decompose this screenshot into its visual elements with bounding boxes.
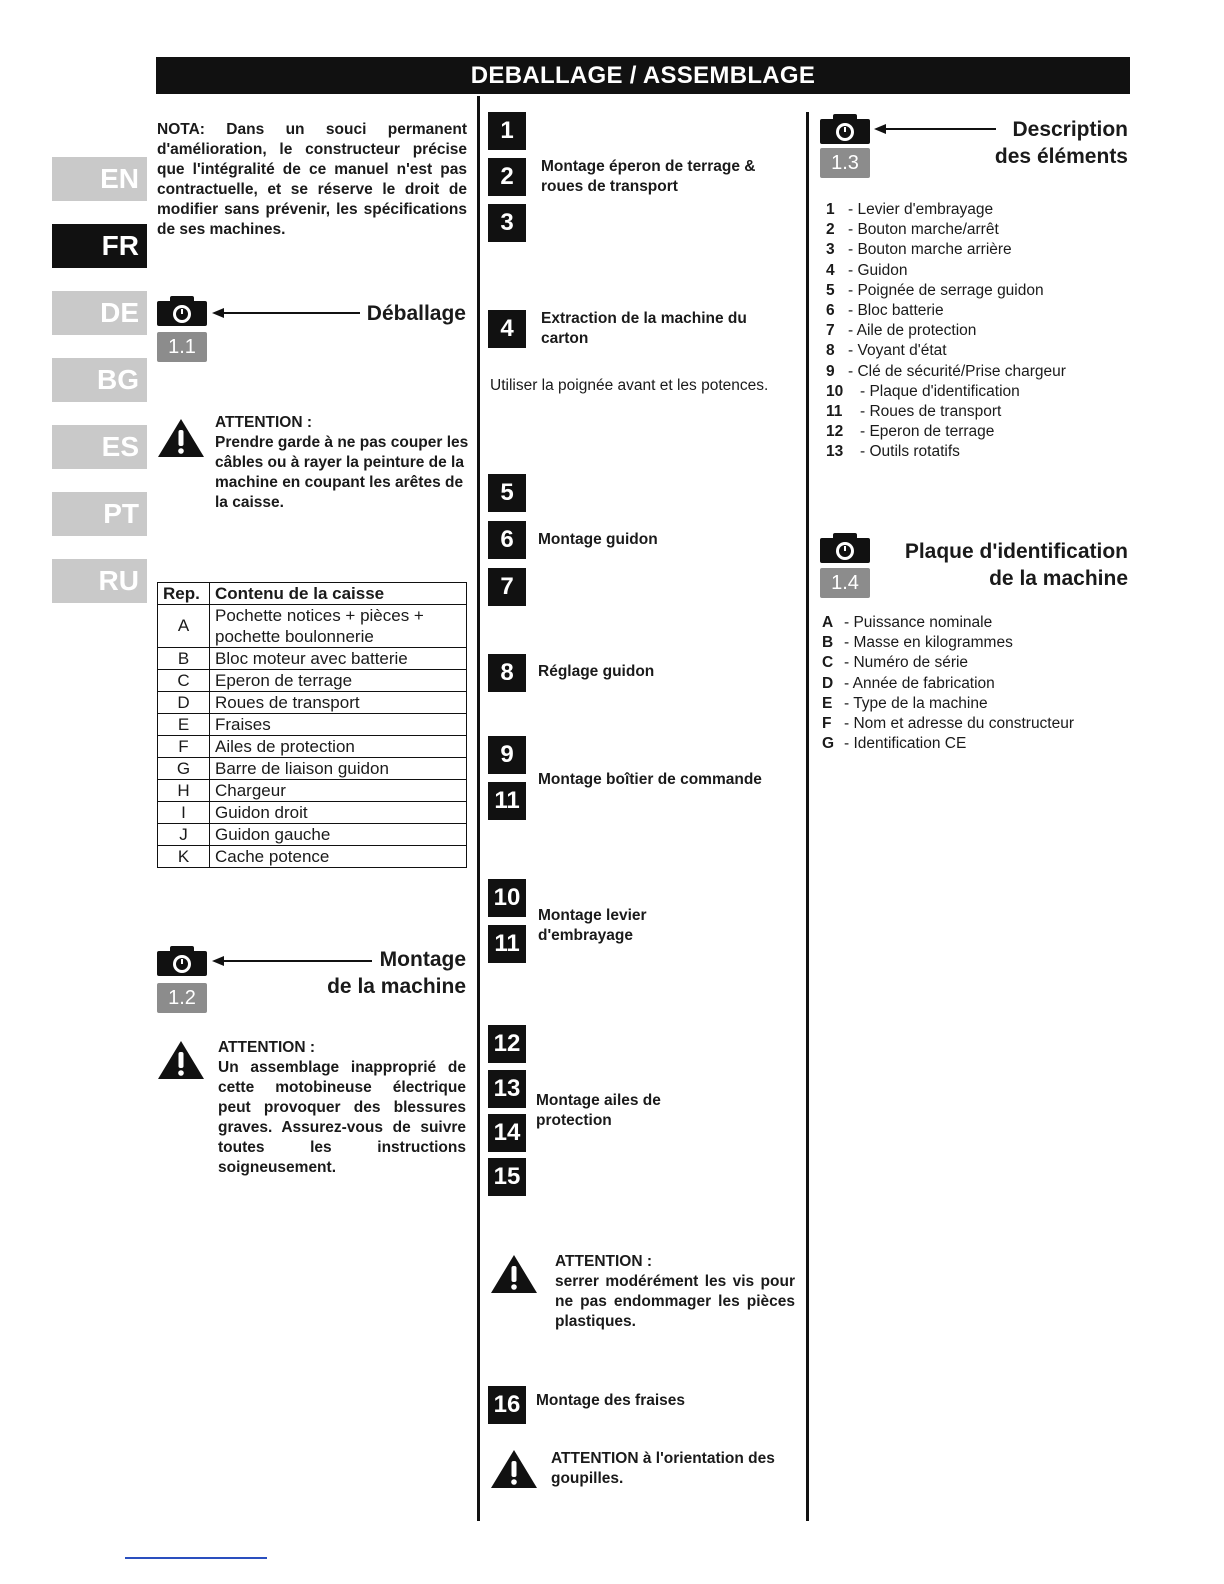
footer-rule bbox=[125, 1557, 267, 1559]
elements-list bbox=[826, 200, 1126, 463]
step-label-reglage: Réglage guidon bbox=[538, 663, 655, 680]
table-cell-content: Pochette notices + pièces + pochette boulonnerie bbox=[210, 605, 467, 648]
warning-text: Prendre garde à ne pas couper les câbles ou à rayer la peinture de la machine en coupant les arêtes de la caisse. bbox=[215, 434, 469, 511]
list-item-label: - Outils rotatifs bbox=[860, 443, 960, 461]
list-item-number: 2 bbox=[826, 221, 835, 239]
list-item-label: - Guidon bbox=[848, 261, 908, 279]
table-cell-content: Cache potence bbox=[210, 846, 467, 868]
table-cell-content: Fraises bbox=[210, 714, 467, 736]
section-badge-1-3: 1.3 bbox=[820, 148, 870, 178]
camera-icon bbox=[820, 114, 870, 144]
table-row bbox=[158, 670, 467, 692]
step-number-1: 1 bbox=[488, 112, 526, 150]
section-badge-1-1: 1.1 bbox=[157, 332, 207, 362]
list-item-key: E bbox=[822, 694, 833, 712]
table-row bbox=[158, 736, 467, 758]
list-item bbox=[826, 240, 1126, 260]
list-item-number: 11 bbox=[826, 403, 843, 421]
list-item bbox=[822, 734, 1122, 754]
list-item bbox=[826, 301, 1126, 321]
table-cell-rep: E bbox=[158, 714, 210, 736]
table-cell-content: Roues de transport bbox=[210, 692, 467, 714]
list-item-key: G bbox=[822, 735, 835, 753]
table-cell-rep: F bbox=[158, 736, 210, 758]
table-header-rep: Rep. bbox=[158, 583, 210, 605]
warning-heading: ATTENTION : bbox=[218, 1039, 316, 1056]
table-row bbox=[158, 802, 467, 824]
warning-heading: ATTENTION : bbox=[215, 414, 313, 431]
step-number-4: 4 bbox=[488, 310, 526, 348]
lang-tab-en[interactable]: EN bbox=[52, 157, 147, 201]
list-item-number: 12 bbox=[826, 423, 844, 441]
list-item-label: - Bouton marche arrière bbox=[848, 241, 1012, 259]
step-number-9: 9 bbox=[488, 736, 526, 774]
section-title-montage-line2: de la machine bbox=[327, 975, 466, 998]
table-cell-rep: I bbox=[158, 802, 210, 824]
table-row bbox=[158, 605, 467, 648]
list-item-key: B bbox=[822, 634, 834, 652]
list-item bbox=[826, 402, 1126, 422]
table-cell-content: Guidon droit bbox=[210, 802, 467, 824]
step-number-14: 14 bbox=[488, 1114, 526, 1152]
step-number-11: 11 bbox=[488, 782, 526, 820]
list-item bbox=[822, 613, 1122, 633]
list-item-number: 3 bbox=[826, 241, 835, 259]
table-cell-rep: B bbox=[158, 648, 210, 670]
table-cell-content: Bloc moteur avec batterie bbox=[210, 648, 467, 670]
nota-text: NOTA: Dans un souci permanent d'amélioration, le constructeur précise que l'intégralité de ce manuel n'est pas contractuelle, et se réserve le droit de modifier sans prévenir, les spécifications de ses machines. bbox=[157, 121, 467, 238]
lang-tab-bg[interactable]: BG bbox=[52, 358, 147, 402]
section-title-description-line1: Description bbox=[1012, 118, 1128, 141]
list-item-label: - Poignée de serrage guidon bbox=[848, 281, 1044, 299]
warning-text: serrer modérément les vis pour ne pas endommager les pièces plastiques. bbox=[555, 1273, 795, 1330]
list-item-label: - Aile de protection bbox=[848, 322, 977, 340]
list-item bbox=[822, 714, 1122, 734]
crate-contents-table bbox=[157, 582, 467, 868]
step-number-13: 13 bbox=[488, 1070, 526, 1108]
list-item bbox=[826, 261, 1126, 281]
step-label-eperon: Montage éperon de terrage & roues de transport bbox=[541, 158, 756, 195]
warning-icon bbox=[157, 1040, 205, 1080]
table-cell-content: Eperon de terrage bbox=[210, 670, 467, 692]
step-number-6: 6 bbox=[488, 521, 526, 559]
table-cell-rep: G bbox=[158, 758, 210, 780]
list-item-label: - Levier d'embrayage bbox=[848, 201, 994, 218]
step-label-ailes: Montage ailes de protection bbox=[536, 1092, 661, 1129]
lang-tab-pt[interactable]: PT bbox=[52, 492, 147, 536]
step-number-8: 8 bbox=[488, 654, 526, 692]
camera-icon bbox=[157, 296, 207, 326]
table-cell-rep: K bbox=[158, 846, 210, 868]
warning-icon bbox=[490, 1449, 538, 1489]
section-title-plaque-line2: de la machine bbox=[989, 567, 1128, 590]
table-cell-rep: H bbox=[158, 780, 210, 802]
step-number-10: 10 bbox=[488, 879, 526, 917]
list-item-key: A bbox=[822, 614, 834, 631]
list-item bbox=[822, 694, 1122, 714]
list-item-key: F bbox=[822, 715, 832, 733]
step-label-levier: Montage levier d'embrayage bbox=[538, 907, 647, 944]
column-divider-left bbox=[477, 96, 480, 1521]
list-item-label: - Roues de transport bbox=[860, 403, 1002, 421]
step-number-11: 11 bbox=[488, 925, 526, 963]
list-item-number: 13 bbox=[826, 443, 844, 461]
list-item-label: - Identification CE bbox=[844, 735, 967, 753]
section-badge-1-4: 1.4 bbox=[820, 568, 870, 598]
section-title-plaque-line1: Plaque d'identification bbox=[904, 540, 1128, 563]
table-header-row bbox=[158, 583, 467, 605]
arrow-left-icon bbox=[874, 123, 996, 135]
table-cell-content: Barre de liaison guidon bbox=[210, 758, 467, 780]
section-badge-1-2: 1.2 bbox=[157, 983, 207, 1013]
warning-text: ATTENTION à l'orientation des goupilles. bbox=[551, 1450, 775, 1487]
list-item-number: 8 bbox=[826, 342, 835, 360]
list-item-label: - Type de la machine bbox=[844, 694, 988, 712]
list-item-label: - Eperon de terrage bbox=[860, 423, 995, 441]
list-item bbox=[826, 281, 1126, 301]
step-label-guidon: Montage guidon bbox=[538, 531, 658, 548]
list-item bbox=[826, 321, 1126, 341]
table-row bbox=[158, 648, 467, 670]
list-item-number: 4 bbox=[826, 261, 835, 279]
list-item-label: - Puissance nominale bbox=[844, 614, 993, 631]
step-number-2: 2 bbox=[488, 158, 526, 196]
page-title: DEBALLAGE / ASSEMBLAGE bbox=[156, 57, 1130, 94]
list-item-label: - Masse en kilogrammes bbox=[844, 634, 1013, 652]
section-title-description-line2: des éléments bbox=[994, 145, 1128, 168]
table-row bbox=[158, 758, 467, 780]
list-item-key: C bbox=[822, 654, 834, 672]
list-item-label: - Bouton marche/arrêt bbox=[848, 221, 999, 239]
list-item-number: 5 bbox=[826, 281, 835, 299]
list-item bbox=[826, 442, 1126, 462]
list-item bbox=[822, 674, 1122, 694]
step-number-15: 15 bbox=[488, 1158, 526, 1196]
list-item-number: 9 bbox=[826, 362, 835, 380]
list-item-label: - Clé de sécurité/Prise chargeur bbox=[848, 362, 1066, 380]
list-item-label: - Plaque d'identification bbox=[860, 382, 1020, 400]
warning-heading: ATTENTION : bbox=[555, 1253, 653, 1270]
list-item-key: D bbox=[822, 674, 834, 692]
list-item bbox=[826, 341, 1126, 361]
lang-tab-de[interactable]: DE bbox=[52, 291, 147, 335]
list-item-number: 7 bbox=[826, 322, 835, 340]
table-header-content: Contenu de la caisse bbox=[210, 583, 467, 605]
table-cell-content: Ailes de protection bbox=[210, 736, 467, 758]
step-number-7: 7 bbox=[488, 568, 526, 606]
column-divider-right bbox=[806, 112, 809, 1521]
step-number-5: 5 bbox=[488, 474, 526, 512]
table-cell-content: Guidon gauche bbox=[210, 824, 467, 846]
lang-tab-fr[interactable]: FR bbox=[52, 224, 147, 268]
step-number-3: 3 bbox=[488, 204, 526, 242]
list-item-number: 6 bbox=[826, 302, 835, 320]
warning-icon bbox=[490, 1254, 538, 1294]
table-row bbox=[158, 692, 467, 714]
list-item-number: 1 bbox=[826, 201, 835, 218]
lang-tab-ru[interactable]: RU bbox=[52, 559, 147, 603]
step-note-extraction: Utiliser la poignée avant et les potences. bbox=[490, 377, 769, 394]
table-row bbox=[158, 824, 467, 846]
table-cell-rep: J bbox=[158, 824, 210, 846]
list-item bbox=[826, 422, 1126, 442]
table-row bbox=[158, 846, 467, 868]
step-label-fraises: Montage des fraises bbox=[536, 1392, 686, 1409]
warning-icon bbox=[157, 418, 205, 458]
table-cell-rep: A bbox=[158, 605, 210, 648]
step-label-extraction: Extraction de la machine du carton bbox=[541, 310, 747, 347]
list-item bbox=[826, 220, 1126, 240]
list-item bbox=[826, 200, 1126, 220]
table-row bbox=[158, 780, 467, 802]
list-item bbox=[822, 633, 1122, 653]
step-number-16: 16 bbox=[488, 1386, 526, 1424]
camera-icon bbox=[820, 533, 870, 563]
section-title-montage-line1: Montage bbox=[379, 948, 466, 971]
step-number-12: 12 bbox=[488, 1025, 526, 1063]
section-title-deballage: Déballage bbox=[366, 302, 466, 325]
table-cell-content: Chargeur bbox=[210, 780, 467, 802]
lang-tab-es[interactable]: ES bbox=[52, 425, 147, 469]
list-item-number: 10 bbox=[826, 382, 844, 400]
table-cell-rep: D bbox=[158, 692, 210, 714]
list-item-label: - Année de fabrication bbox=[844, 674, 995, 692]
step-label-boitier: Montage boîtier de commande bbox=[538, 771, 762, 788]
list-item-label: - Numéro de série bbox=[844, 654, 969, 672]
identification-plate-list bbox=[822, 613, 1122, 754]
table-cell-rep: C bbox=[158, 670, 210, 692]
list-item bbox=[822, 653, 1122, 673]
table-row bbox=[158, 714, 467, 736]
list-item-label: - Voyant d'état bbox=[848, 342, 947, 360]
list-item-label: - Nom et adresse du constructeur bbox=[844, 715, 1075, 733]
list-item bbox=[826, 382, 1126, 402]
list-item bbox=[826, 362, 1126, 382]
camera-icon bbox=[157, 946, 207, 976]
warning-text: Un assemblage inapproprié de cette motobineuse électrique peut provoquer des blessures graves. Assurez-vous de suivre toutes les instructions soigneusement. bbox=[218, 1059, 466, 1176]
list-item-label: - Bloc batterie bbox=[848, 302, 944, 320]
